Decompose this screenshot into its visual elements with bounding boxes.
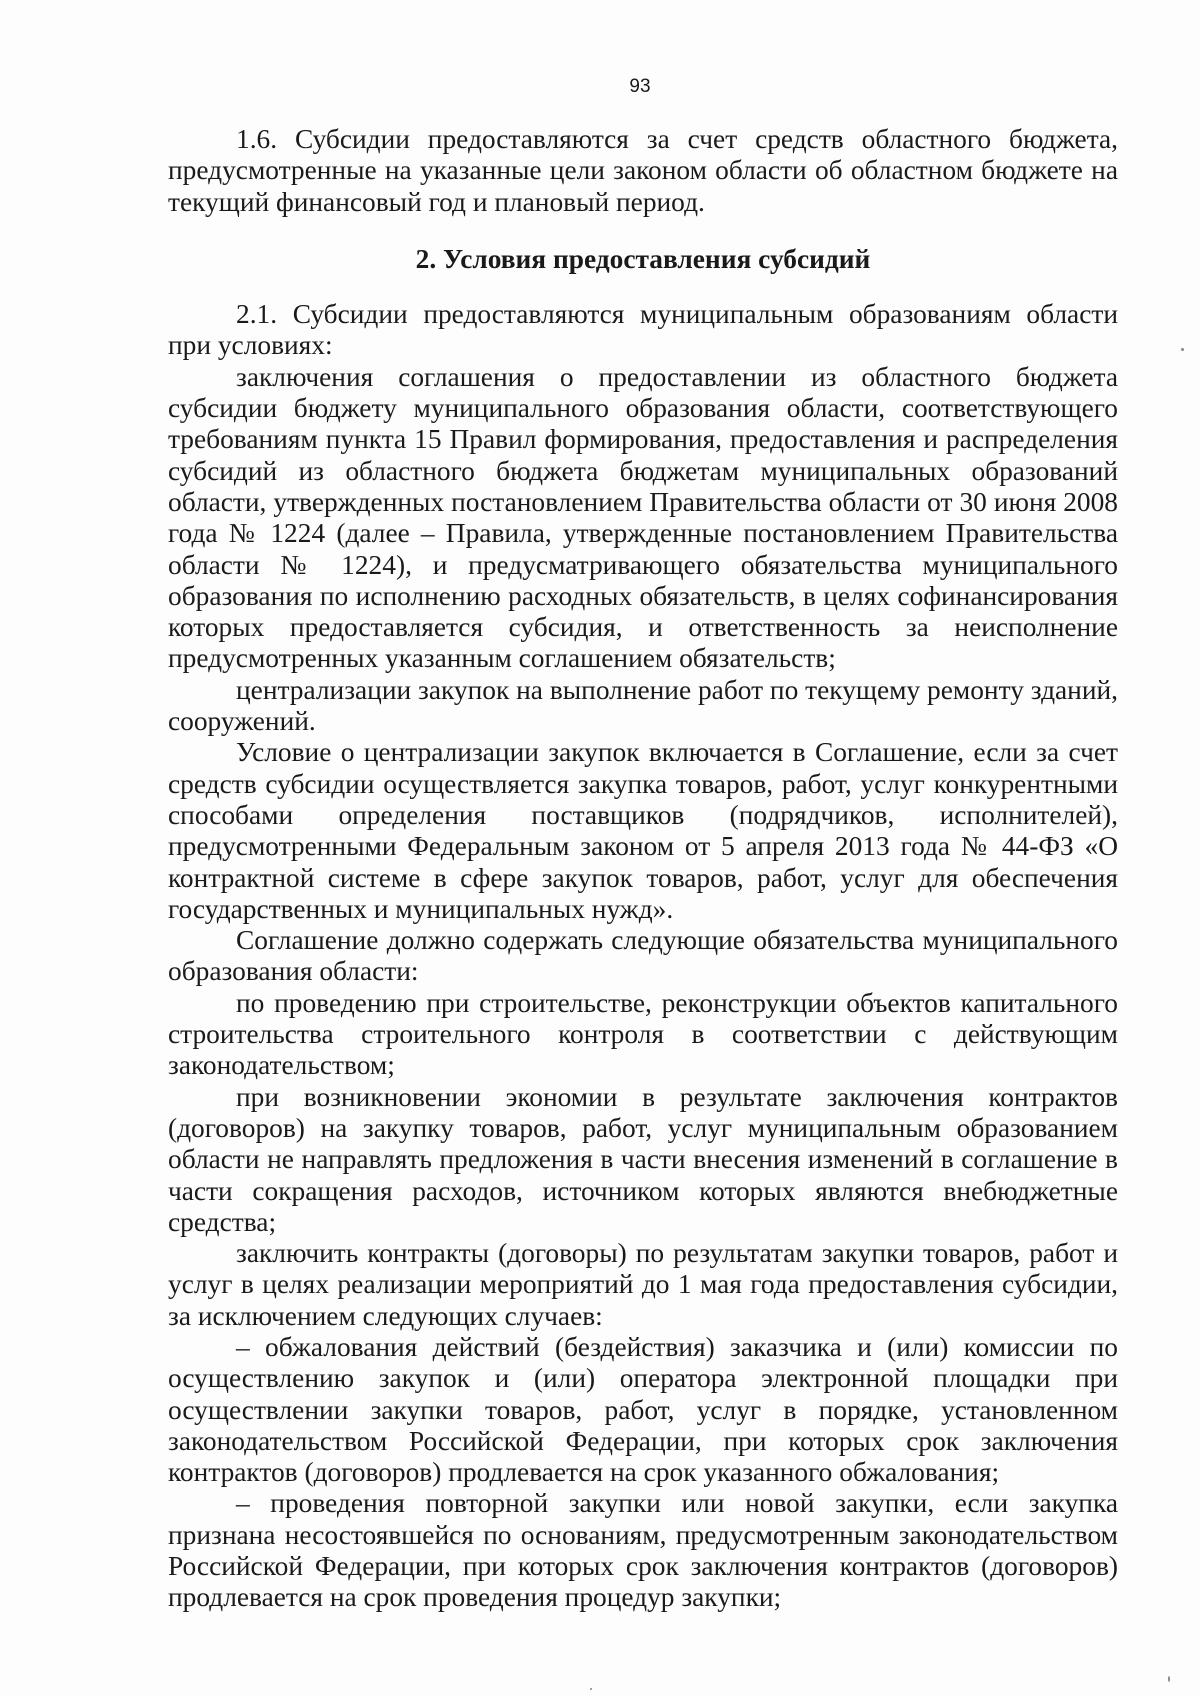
exception-appeal: – обжалования действий (бездействия) заказчика и (или) комиссии по осуществлению закупок и (или) оператора электронной площадки при осуществлении закупки товаров, работ, услуг в порядке, установленном законодательством Российской Федерации, при которых срок заключения контрактов (договоров) продлевается на срок указанного обжалования; <box>168 1331 1118 1488</box>
scan-speck <box>1181 348 1184 351</box>
paragraph-1-6: 1.6. Субсидии предоставляются за счет средств областного бюджета, предусмотренные на указанные цели законом области об областном бюджете на текущий финансовый год и плановый период. <box>168 124 1118 217</box>
obligation-contracts-deadline: заключить контракты (договоры) по результатам закупки товаров, работ и услуг в целях реализации мероприятий до 1 мая года предоставления субсидии, за исключением следующих случаев: <box>168 1238 1118 1331</box>
obligation-savings: при возникновении экономии в результате заключения контрактов (договоров) на закупку товаров, работ, услуг муниципальным образованием области не направлять предложения в части внесения изменений в соглашение в части сокращения расходов, источником которых являются внебюджетные средства; <box>168 1081 1118 1237</box>
paragraph-2-1: 2.1. Субсидии предоставляются муниципальным образованиям области при условиях: <box>168 299 1118 361</box>
document-body <box>168 124 1118 1614</box>
condition-agreement: заключения соглашения о предоставлении из областного бюджета субсидии бюджету муниципального образования области, соответствующего требованиям пункта 15 Правил формирования, предоставления и распределения субсидий из областного бюджета бюджетам муниципальных образований области, утвержденных постановлением Правительства области от 30 июня 2008 года № 1224 (далее – Правила, утвержденные постановлением Правительства области № 1224), и предусматривающего обязательства муниципального образования по исполнению расходных обязательств, в целях софинансирования которых предоставляется субсидия, и ответственность за неисполнение предусмотренных указанным соглашением обязательств; <box>168 361 1118 674</box>
obligation-construction-control: по проведению при строительстве, реконструкции объектов капитального строительства строительного контроля в соответствии с действующим законодательством; <box>168 987 1118 1081</box>
section-heading: 2. Условия предоставления субсидий <box>415 243 871 274</box>
scan-speck <box>1168 1676 1170 1682</box>
condition-centralization: централизации закупок на выполнение работ по текущему ремонту зданий, сооружений. <box>168 674 1118 737</box>
obligations-intro: Соглашение должно содержать следующие обязательства муниципального образования области: <box>168 925 1118 987</box>
centralization-clause: Условие о централизации закупок включается в Соглашение, если за счет средств субсидии осуществляется закупка товаров, работ, услуг конкурентными способами определения поставщиков (подрядчиков, исполнителей), предусмотренными Федеральным законом от 5 апреля 2013 года № 44-ФЗ «О контрактной системе в сфере закупок товаров, работ, услуг для обеспечения государственных и муниципальных нужд». <box>168 737 1118 924</box>
page-number: 93 <box>629 76 651 97</box>
exception-repeat-procurement: – проведения повторной закупки или новой закупки, если закупка признана несостоявшейся по основаниям, предусмотренным законодательством Российской Федерации, при которых срок заключения контрактов (договоров) продлевается на срок проведения процедур закупки; <box>168 1488 1118 1613</box>
scan-speck <box>590 1688 592 1690</box>
